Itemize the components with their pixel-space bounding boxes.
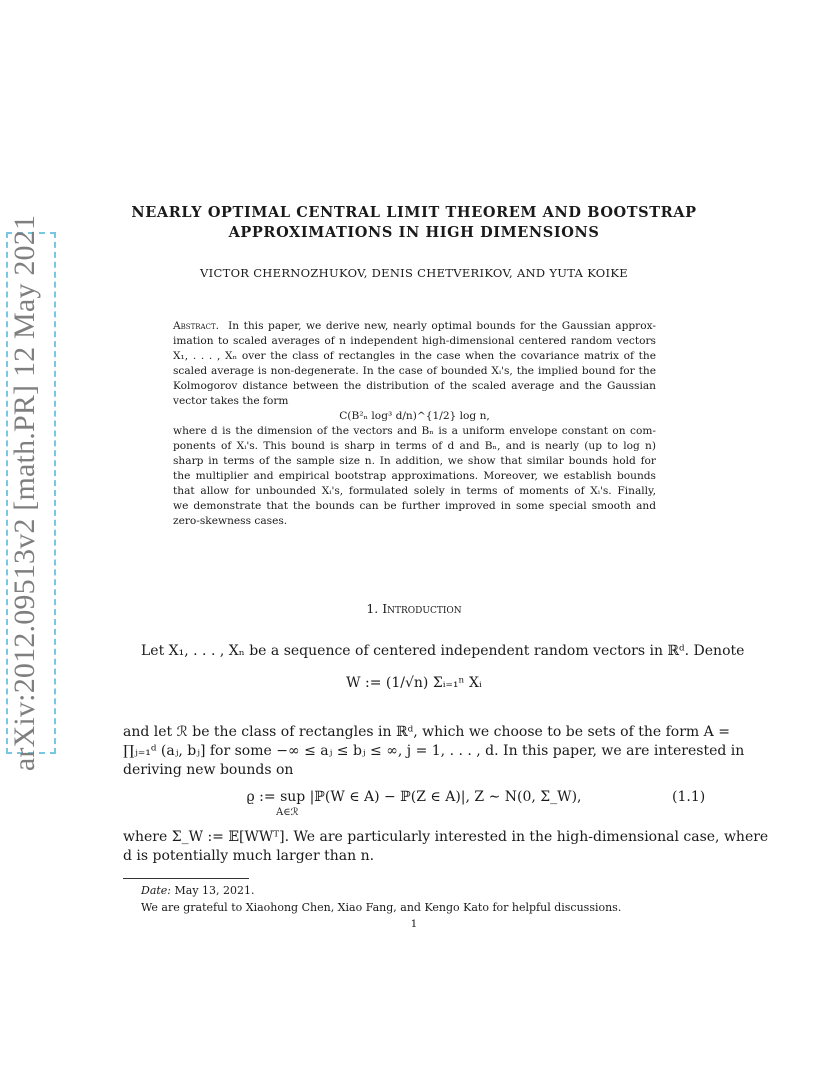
paper-title-line-1: NEARLY OPTIMAL CENTRAL LIMIT THEOREM AND BOOTSTRAP bbox=[131, 204, 697, 221]
body-line: where Σ_W := 𝔼[WWᵀ]. We are particularly interested in the high-dimensional case, where bbox=[123, 829, 769, 845]
body-line: d is potentially much larger than n. bbox=[123, 848, 375, 864]
abstract-line: where d is the dimension of the vectors and Bₙ is a uniform envelope constant on com- bbox=[173, 425, 656, 437]
arxiv-identifier[interactable]: arXiv:2012.09513v2 [math.PR] 12 May 2021 bbox=[8, 214, 41, 772]
abstract-line: sharp in terms of the sample size n. In addition, we show that similar bounds hold for bbox=[173, 455, 656, 467]
abstract-line: Kolmogorov distance between the distribution of the scaled average and the Gaussian bbox=[173, 380, 656, 392]
footnote-acknowledgement: We are grateful to Xiaohong Chen, Xiao Fang, and Kengo Kato for helpful discussions. bbox=[141, 901, 622, 914]
paper-title-line-2: APPROXIMATIONS IN HIGH DIMENSIONS bbox=[228, 224, 600, 241]
body-paragraph bbox=[123, 723, 745, 780]
equation-rho: ϱ := sup |ℙ(W ∈ A) − ℙ(Z ∈ A)|, Z ∼ N(0, Σ_W), bbox=[246, 789, 582, 805]
body-paragraph-2 bbox=[123, 828, 769, 866]
abstract-line: vector takes the form bbox=[173, 395, 289, 407]
equation-rho-subscript: A∈ℛ bbox=[276, 807, 299, 818]
abstract-line: ponents of Xᵢ's. This bound is sharp in terms of d and Bₙ, and is nearly (up to log n) bbox=[173, 440, 656, 452]
abstract-line: we demonstrate that the bounds can be further improved in some special smooth and bbox=[173, 500, 656, 512]
page-number: 1 bbox=[410, 918, 418, 930]
abstract-line: Abstract. In this paper, we derive new, nearly optimal bounds for the Gaussian approx- bbox=[173, 320, 656, 332]
footnote-rule bbox=[123, 878, 249, 879]
footnote-date: Date: May 13, 2021. bbox=[141, 884, 255, 897]
body-line: and let ℛ be the class of rectangles in ℝᵈ, which we choose to be sets of the form A = bbox=[123, 724, 730, 740]
section-heading: 1. Introduction bbox=[366, 601, 462, 616]
abstract-line: that allow for unbounded Xᵢ's, formulated solely in terms of moments of Xᵢ's. Finally, bbox=[173, 485, 656, 497]
abstract-line: imation to scaled averages of n independent high-dimensional centered random vectors bbox=[173, 335, 656, 347]
abstract-line: the multiplier and empirical bootstrap approximations. Moreover, we establish bounds bbox=[173, 470, 656, 482]
intro-first-line: Let X₁, . . . , Xₙ be a sequence of centered independent random vectors in ℝᵈ. Denote bbox=[141, 643, 745, 659]
abstract-line: X₁, . . . , Xₙ over the class of rectangles in the case when the covariance matrix of the bbox=[173, 350, 656, 362]
body-line: deriving new bounds on bbox=[123, 762, 294, 778]
abstract-formula: C(B²ₙ log³ d/n)^{1/2} log n, bbox=[339, 410, 490, 422]
abstract-line: zero-skewness cases. bbox=[173, 515, 288, 527]
equation-number: (1.1) bbox=[672, 789, 706, 805]
abstract bbox=[173, 319, 656, 529]
equation-W: W := (1/√n) Σᵢ₌₁ⁿ Xᵢ bbox=[346, 675, 482, 691]
abstract-line: scaled average is non-degenerate. In the case of bounded Xᵢ's, the implied bound for the bbox=[173, 365, 656, 377]
abstract-label: Abstract. bbox=[173, 320, 219, 332]
paper-authors: VICTOR CHERNOZHUKOV, DENIS CHETVERIKOV, AND YUTA KOIKE bbox=[200, 266, 628, 280]
body-line: ∏ⱼ₌₁ᵈ (aⱼ, bⱼ] for some −∞ ≤ aⱼ ≤ bⱼ ≤ ∞, j = 1, . . . , d. In this paper, we are interested in bbox=[123, 743, 745, 759]
